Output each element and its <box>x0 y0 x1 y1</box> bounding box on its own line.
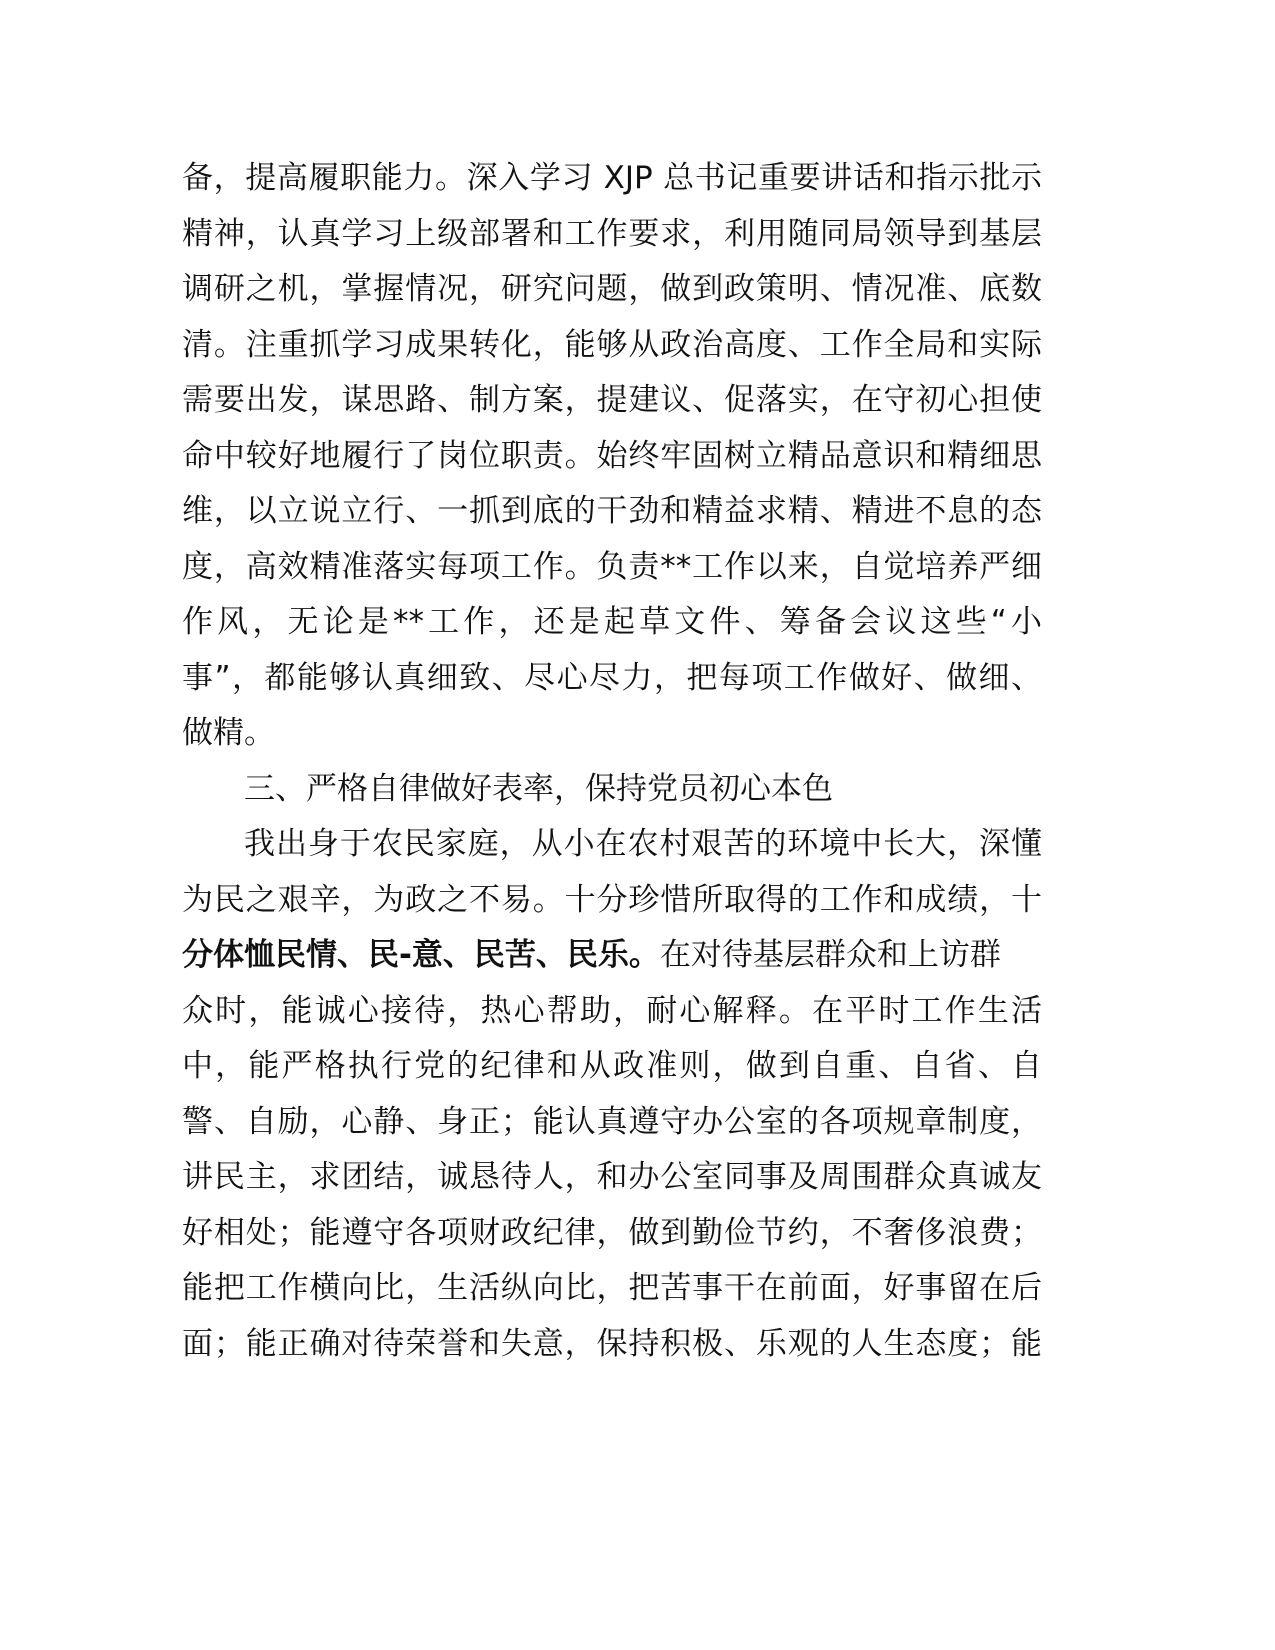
text-line: 警、自励，心静、身正；能认真遵守办公室的各项规章制度， <box>182 1103 1042 1140</box>
text-line: 事”，都能够认真细致、尽心尽力，把每项工作做好、做细、 <box>182 659 1042 696</box>
text-line: 度，高效精准落实每项工作。负责**工作以来，自觉培养严细 <box>182 548 1042 585</box>
text-line: 我出身于农民家庭，从小在农村艰苦的环境中长大，深懂 <box>244 826 1042 862</box>
text-line: 讲民主，求团结，诚恳待人，和办公室同事及周围群众真诚友 <box>182 1159 1042 1195</box>
text-line: 调研之机，掌握情况，研究问题，做到政策明、情况准、底数 <box>182 271 1042 307</box>
text-line: 精神，认真学习上级部署和工作要求，利用随同局领导到基层 <box>182 215 1042 252</box>
text-line: 作风，无论是**工作，还是起草文件、筹备会议这些“小 <box>182 604 1042 640</box>
text-line: 能把工作横向比，生活纵向比，把苦事干在前面，好事留在后 <box>182 1270 1042 1306</box>
document-body <box>182 151 1042 1372</box>
paragraph-2 <box>182 817 1042 1372</box>
text-line: 众时，能诚心接待，热心帮助，耐心解释。在平时工作生活 <box>182 992 1042 1029</box>
text-line <box>182 928 1042 984</box>
text-line: 做精。 <box>182 715 275 751</box>
paragraph-1 <box>182 151 1042 762</box>
text-line: 命中较好地履行了岗位职责。始终牢固树立精品意识和精细思 <box>182 437 1042 474</box>
text-line: 备，提高履职能力。深入学习 XJP 总书记重要讲话和指示批示 <box>182 160 1042 196</box>
text-line: 清。注重抓学习成果转化，能够从政治高度、工作全局和实际 <box>182 326 1042 363</box>
text-line: 需要出发，谋思路、制方案，提建议、促落实，在守初心担使 <box>182 382 1042 418</box>
text-segment: 在对待基层群众和上访群 <box>659 937 1001 973</box>
text-line: 维，以立说立行、一抓到底的干劲和精益求精、精进不息的态 <box>182 493 1042 529</box>
bold-text-segment: 分体恤民情、民-意、民苦、民乐。 <box>182 937 660 973</box>
text-line: 好相处；能遵守各项财政纪律，做到勤俭节约，不奢侈浪费； <box>182 1214 1042 1251</box>
text-line: 中，能严格执行党的纪律和从政准则，做到自重、自省、自 <box>182 1048 1042 1084</box>
text-line: 为民之艰辛，为政之不易。十分珍惜所取得的工作和成绩，十 <box>182 881 1042 918</box>
section-heading: 三、严格自律做好表率，保持党员初心本色 <box>244 770 833 807</box>
text-line: 面；能正确对待荣誉和失意，保持积极、乐观的人生态度；能 <box>182 1325 1042 1362</box>
